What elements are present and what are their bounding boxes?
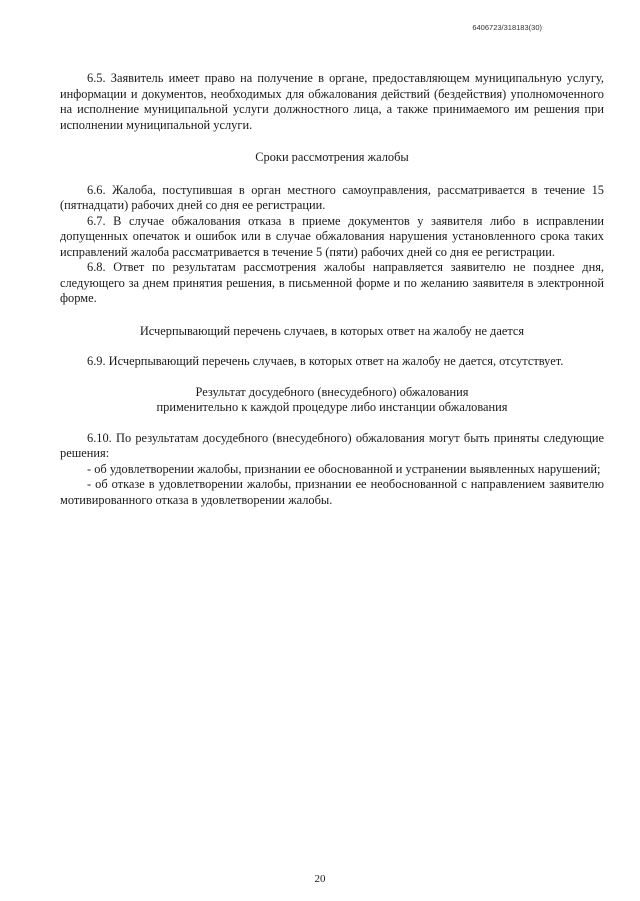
heading-exhaustive-list: Исчерпывающий перечень случаев, в которых ответ на жалобу не дается — [139, 323, 525, 338]
page-number: 20 — [314, 873, 326, 885]
heading-appeal-result-line-1: Результат досудебного (внесудебного) обжалования — [195, 384, 469, 399]
paragraph-6-5: 6.5. Заявитель имеет право на получение в органе, предоставляющем муниципальную услугу, информации и документов, необходимых для обжалования действий (бездействия) уполномоченного на исполнение муниципальной услуги должностного лица, а также принимаемого им решения при исполнении муниципальной услуги. — [60, 71, 604, 132]
paragraph-6-6: 6.6. Жалоба, поступившая в орган местного самоуправления, рассматривается в течение 15 (пятнадцати) рабочих дней со дня ее регистрации. — [60, 182, 604, 212]
document-id: 6406723/318183(30) — [472, 23, 542, 32]
paragraph-6-9: 6.9. Исчерпывающий перечень случаев, в которых ответ на жалобу не дается, отсутствует. — [87, 354, 564, 368]
paragraph-6-7: 6.7. В случае обжалования отказа в приеме документов у заявителя либо в исправлении допущенных опечаток и ошибок или в случае обжалования нарушения установленного срока таких исправлений жалоба рассматривается в течение 5 (пяти) рабочих дней со дня ее регистрации. — [60, 213, 604, 259]
paragraph-6-8: 6.8. Ответ по результатам рассмотрения жалобы направляется заявителю не позднее дня, следующего за днем принятия решения, в письменной форме и по желанию заявителя в электронной форме. — [60, 260, 604, 305]
heading-appeal-result — [60, 385, 604, 416]
heading-appeal-result-line-2: применительно к каждой процедуре либо инстанции обжалования — [156, 400, 508, 414]
heading-review-terms: Сроки рассмотрения жалобы — [255, 150, 409, 164]
paragraph-6-10: 6.10. По результатам досудебного (внесудебного) обжалования могут быть приняты следующие решения: — [60, 430, 604, 460]
list-item-satisfy: - об удовлетворении жалобы, признании ее обоснованной и устранении выявленных нарушений; — [87, 461, 601, 476]
list-item-refuse: - об отказе в удовлетворении жалобы, признании ее необоснованной с направлением заявителю мотивированного отказа в удовлетворении жалобы. — [60, 477, 604, 507]
document-body — [60, 71, 604, 508]
